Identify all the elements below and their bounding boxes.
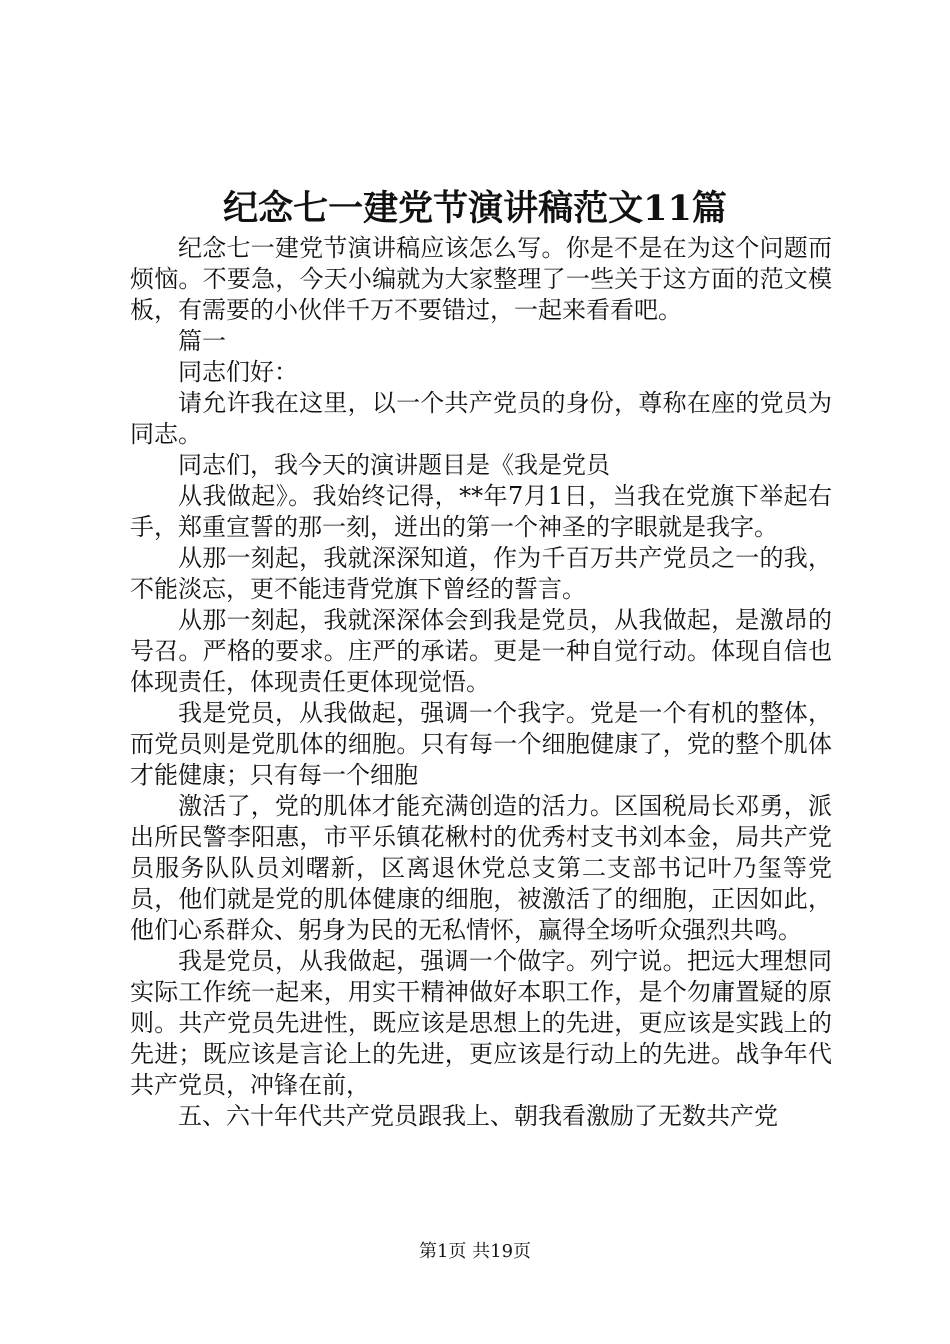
paragraph: 我是党员，从我做起，强调一个我字。党是一个有机的整体，而党员则是党肌体的细胞。只有每一个细胞健康了，党的整个肌体才能健康；只有每一个细胞 [130,699,832,789]
document-body [130,233,832,1132]
paragraph: 五、六十年代共产党员跟我上、朝我看激励了无数共产党 [178,1102,778,1130]
paragraph: 从那一刻起，我就深深知道，作为千百万共产党员之一的我，不能淡忘，更不能违背党旗下曾经的誓言。 [130,544,832,603]
paragraph: 激活了，党的肌体才能充满创造的活力。区国税局长邓勇，派出所民警李阳惠，市平乐镇花楸村的优秀村支书刘本金，局共产党员服务队队员刘曙新，区离退休党总支第二支部书记叶乃玺等党员，他们就是党的肌体健康的细胞，被激活了的细胞，正因如此，他们心系群众、躬身为民的无私情怀，赢得全场听众强烈共鸣。 [130,792,832,944]
paragraph: 同志们，我今天的演讲题目是《我是党员 [178,451,610,479]
page-number-footer: 第1页 共19页 [418,1241,532,1262]
paragraph: 从那一刻起，我就深深体会到我是党员，从我做起，是激昂的号召。严格的要求。庄严的承诺。更是一种自觉行动。体现自信也体现责任，体现责任更体现觉悟。 [130,606,832,696]
paragraph: 请允许我在这里，以一个共产党员的身份，尊称在座的党员为同志。 [130,389,832,448]
paragraph: 从我做起》。我始终记得，**年7月1日，当我在党旗下举起右手，郑重宣誓的那一刻，迸出的第一个神圣的字眼就是我字。 [130,482,832,541]
paragraph-intro: 纪念七一建党节演讲稿应该怎么写。你是不是在为这个问题而烦恼。不要急，今天小编就为大家整理了一些关于这方面的范文模板，有需要的小伙伴千万不要错过，一起来看看吧。 [130,234,832,324]
page-title: 纪念七一建党节演讲稿范文11篇 [223,188,727,229]
paragraph-salutation: 同志们好： [178,358,298,386]
paragraph: 我是党员，从我做起，强调一个做字。列宁说。把远大理想同实际工作统一起来，用实干精神做好本职工作，是个勿庸置疑的原则。共产党员先进性，既应该是思想上的先进，更应该是实践上的先进；既应该是言论上的先进，更应该是行动上的先进。战争年代共产党员，冲锋在前， [130,947,832,1099]
paragraph-section-heading: 篇一 [178,327,226,355]
